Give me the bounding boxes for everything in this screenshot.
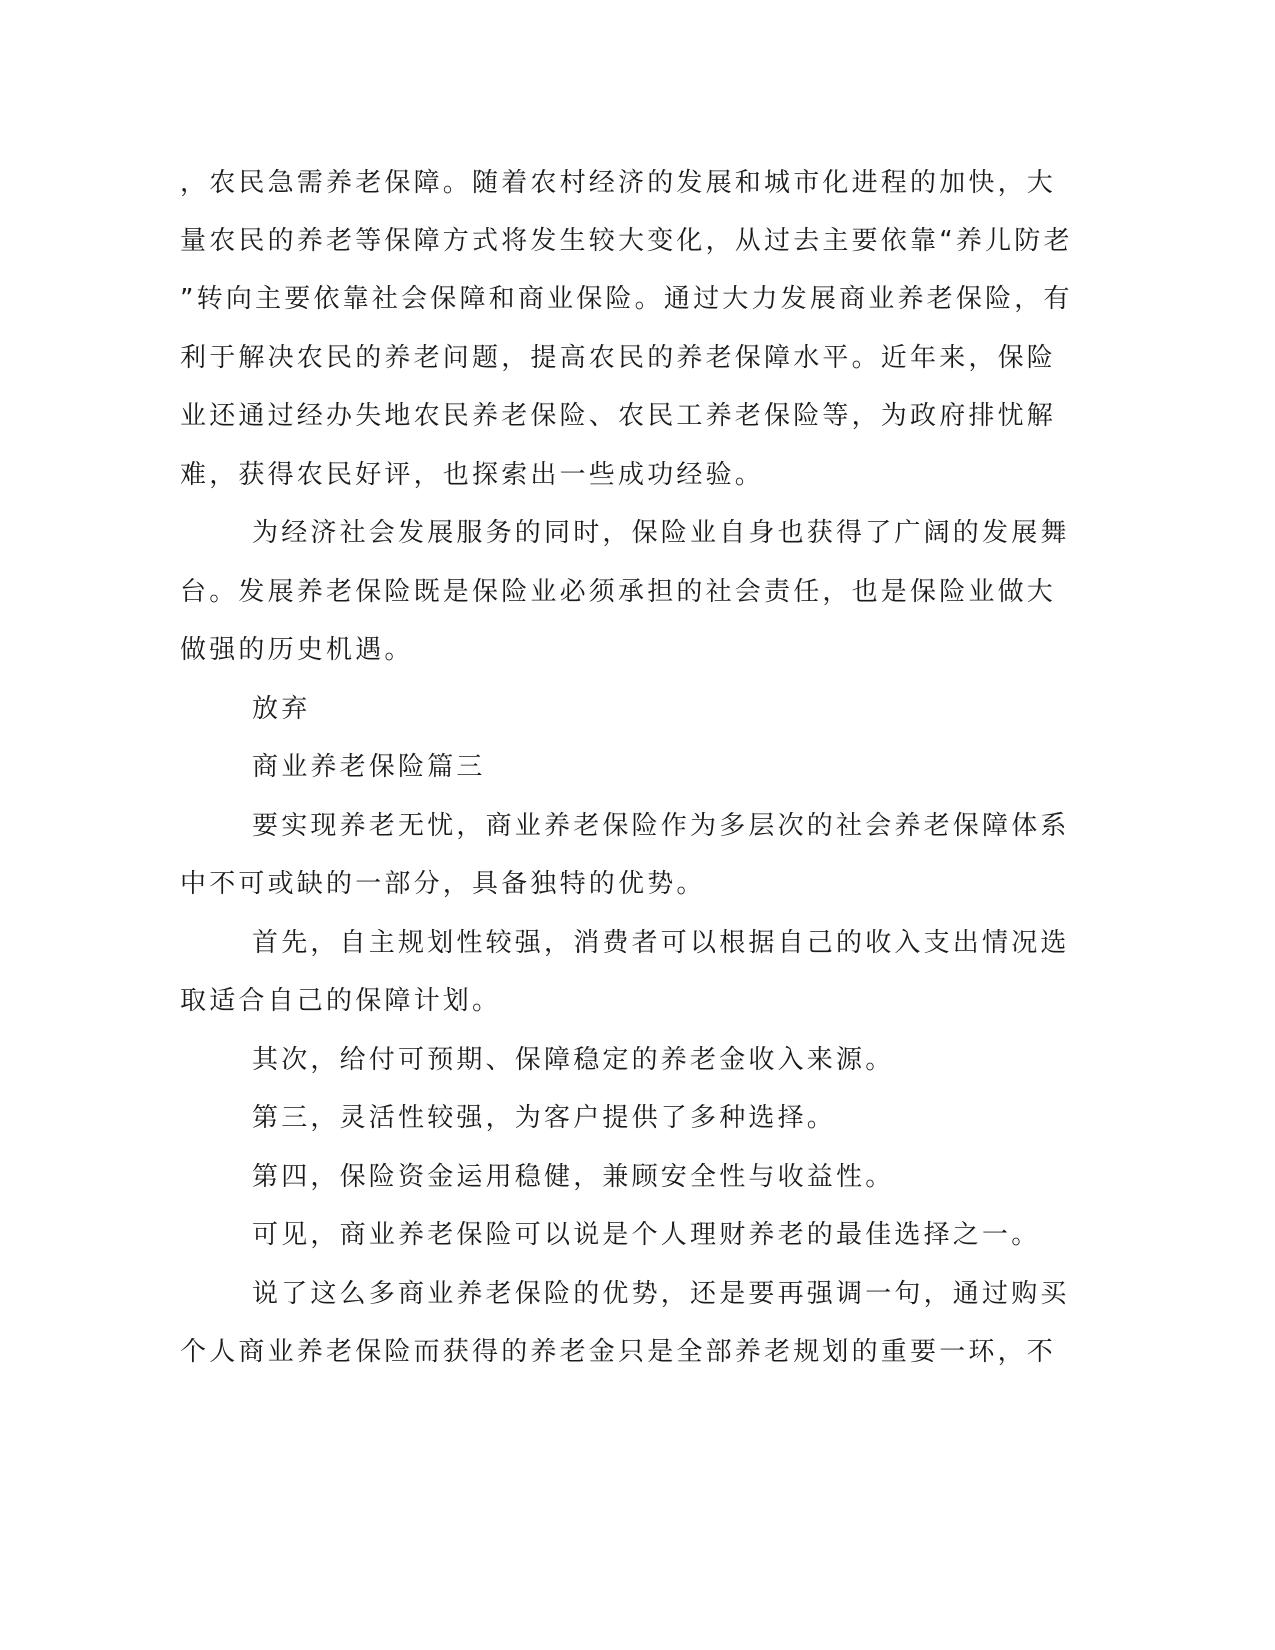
text-line: 取适合自己的保障计划。: [180, 986, 502, 1016]
text-line: 个人商业养老保险而获得的养老金只是全部养老规划的重要一环，不: [180, 1337, 1057, 1367]
text-line: 首先，自主规划性较强，消费者可以根据自己的收入支出情况选: [252, 928, 1070, 958]
text-line: 做强的历史机遇。: [180, 635, 414, 665]
text-line: 利于解决农民的养老问题，提高农民的养老保障水平。近年来，保险: [180, 343, 1057, 373]
text-line: 第三，灵活性较强，为客户提供了多种选择。: [252, 1103, 837, 1133]
text-line: 其次，给付可预期、保障稳定的养老金收入来源。: [252, 1045, 895, 1075]
text-line: ，农民急需养老保障。随着农村经济的发展和城市化进程的加快，大: [180, 168, 1057, 198]
text-line: 中不可或缺的一部分，具备独特的优势。: [180, 869, 706, 899]
text-line: ”转向主要依靠社会保障和商业保险。通过大力发展商业养老保险，有: [180, 284, 1073, 314]
text-line: 为经济社会发展服务的同时，保险业自身也获得了广阔的发展舞: [252, 518, 1070, 548]
text-line: 放弃: [252, 694, 311, 724]
text-line: 可见，商业养老保险可以说是个人理财养老的最佳选择之一。: [252, 1220, 1041, 1250]
text-line: 要实现养老无忧，商业养老保险作为多层次的社会养老保障体系: [252, 811, 1070, 841]
text-line: 量农民的养老等保障方式将发生较大变化，从过去主要依靠“养儿防老: [180, 226, 1073, 256]
text-line: 说了这么多商业养老保险的优势，还是要再强调一句，通过购买: [252, 1279, 1070, 1309]
text-line: 业还通过经办失地农民养老保险、农民工养老保险等，为政府排忧解: [180, 401, 1057, 431]
section-heading: 商业养老保险篇三: [252, 752, 486, 782]
text-line: 难，获得农民好评，也探索出一些成功经验。: [180, 460, 765, 490]
text-line: 第四，保险资金运用稳健，兼顾安全性与收益性。: [252, 1162, 895, 1192]
text-line: 台。发展养老保险既是保险业必须承担的社会责任，也是保险业做大: [180, 577, 1057, 607]
